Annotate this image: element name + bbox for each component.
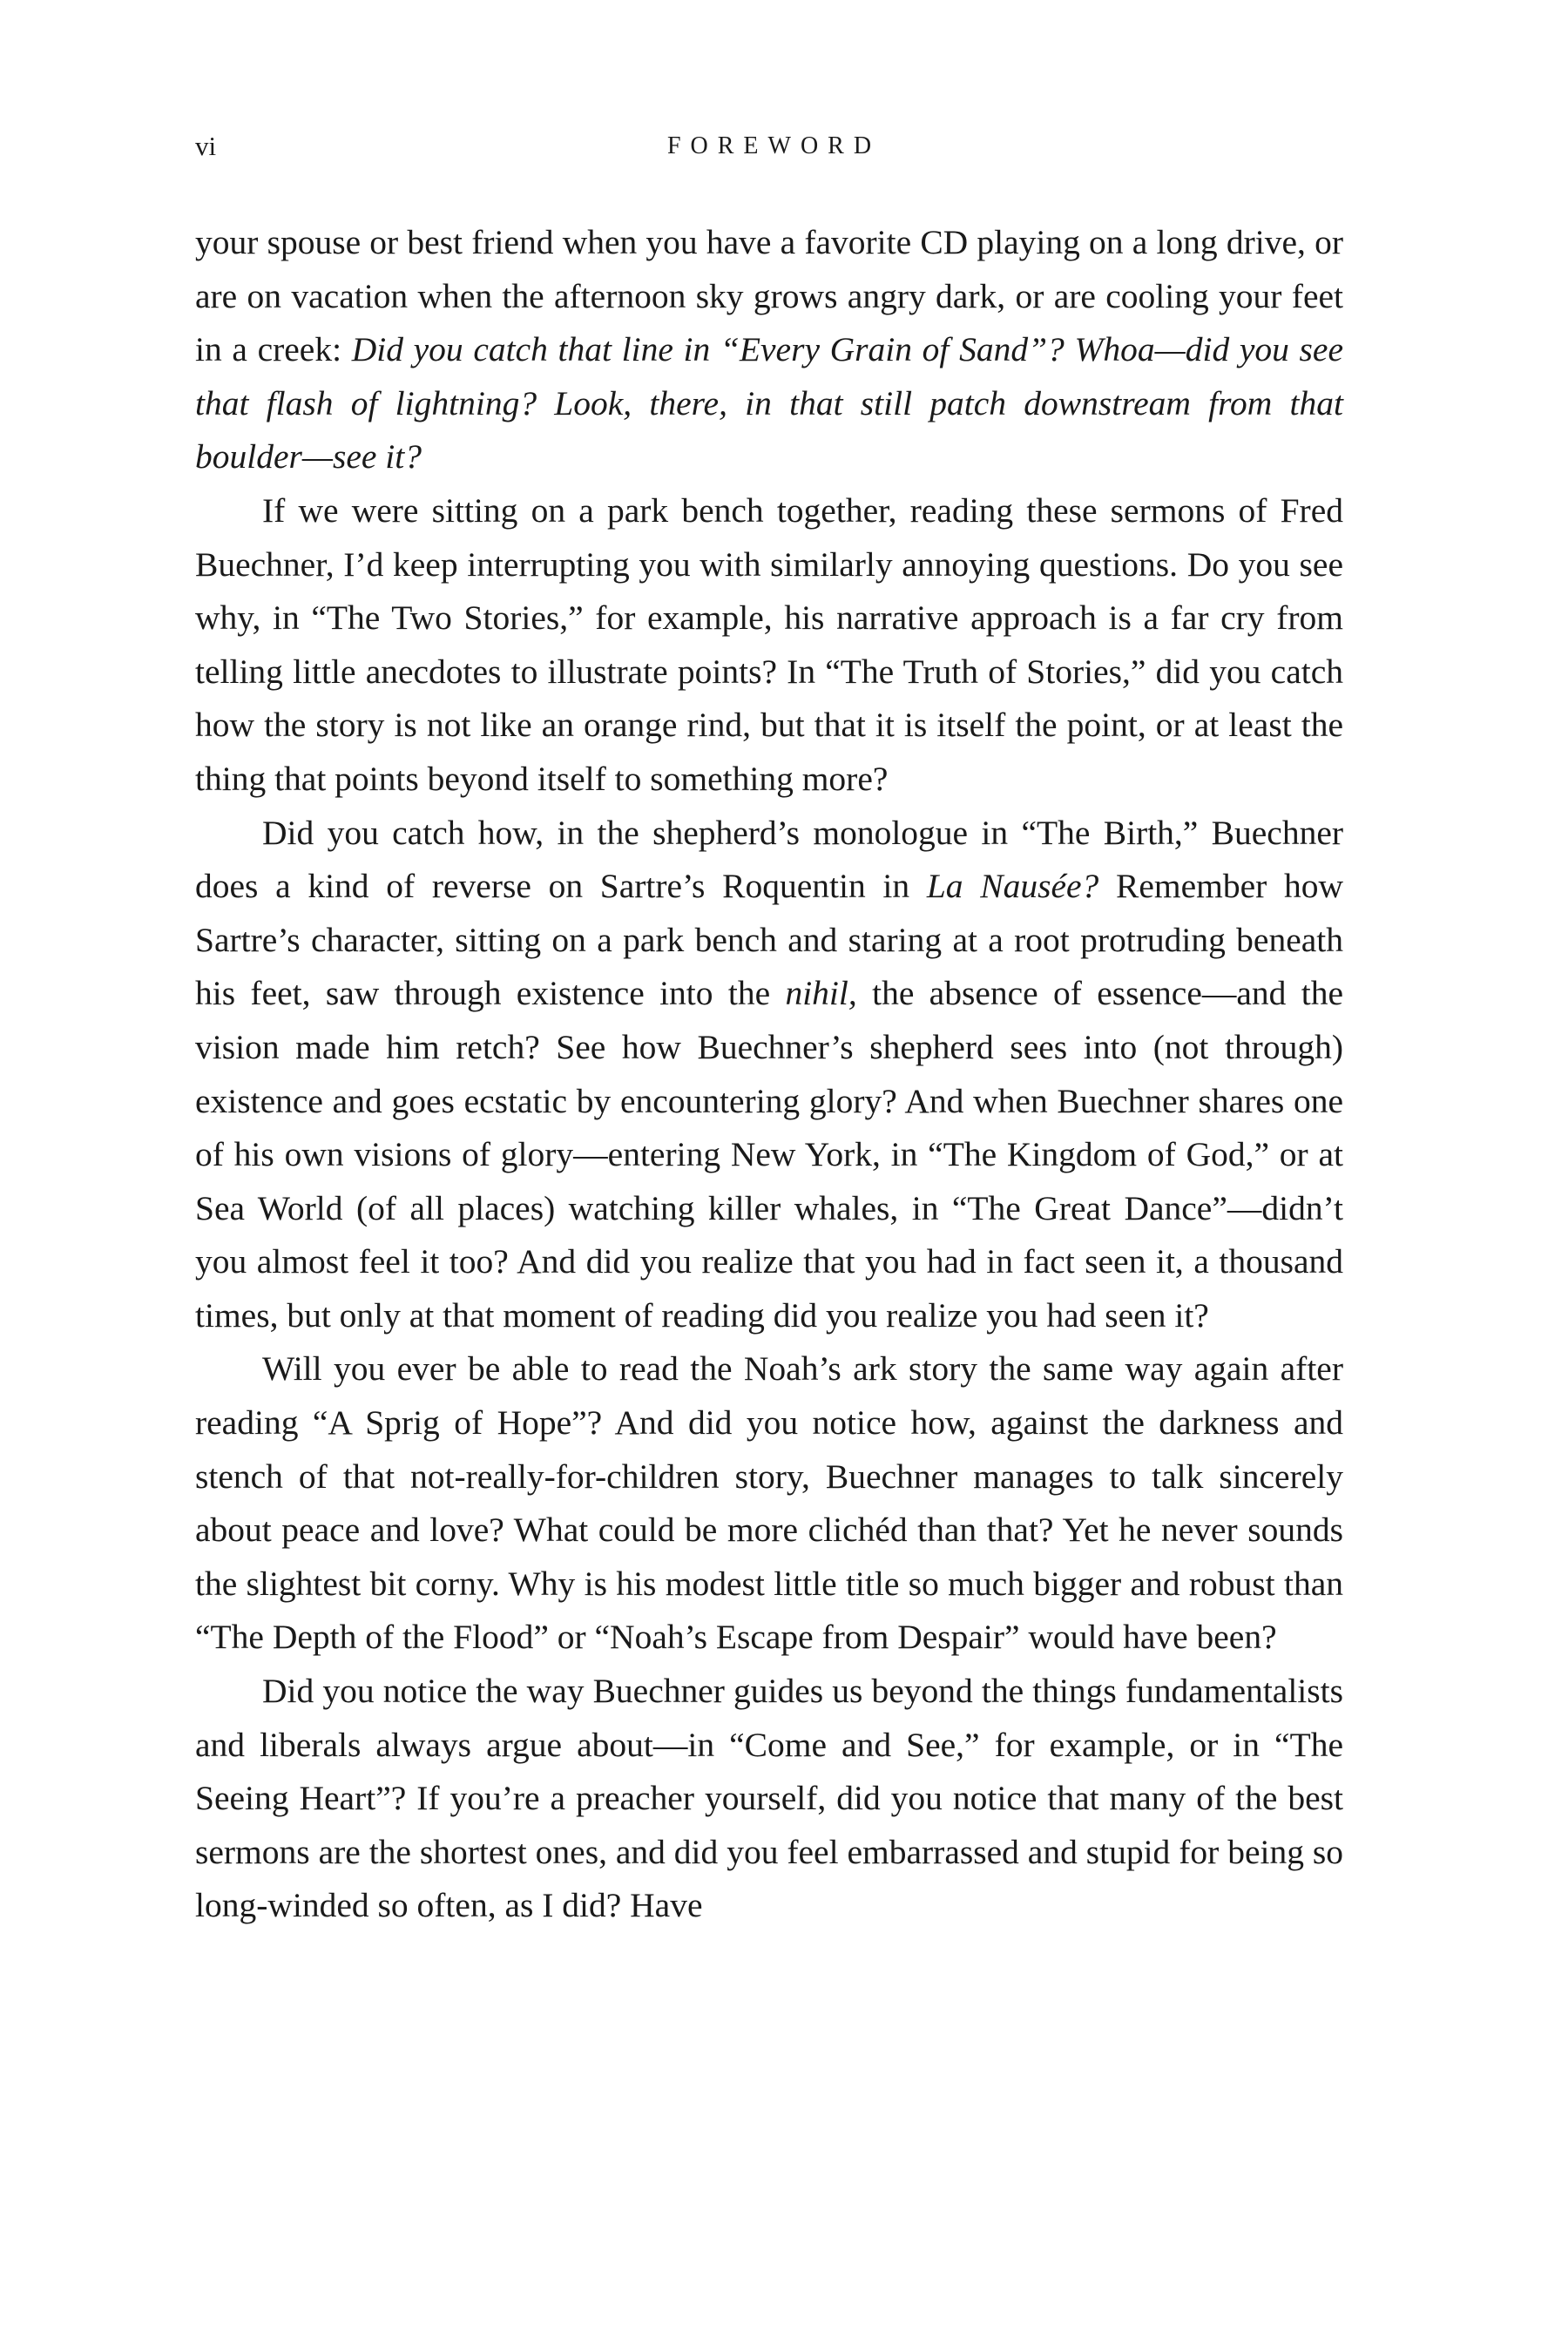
text-segment: Did you catch how, in the shepherd’s monologue in “The Birth,” Buechner does a kind of reverse on Sartre’s Roquentin in (195, 813, 1343, 906)
page-number: vi (195, 131, 217, 161)
italic-text-segment: La Nausée? (926, 867, 1099, 906)
running-head: FOREWORD (666, 132, 882, 159)
italic-text-segment: nihil, (785, 974, 857, 1013)
paragraph-3 (195, 807, 1343, 1343)
italic-text-segment: Did you catch that line in “Every Grain of Sand”? Whoa—did you see that flash of lightning? Look, there, in that still patch downstream from that boulder—see it? (195, 330, 1343, 476)
body-text (195, 216, 1343, 1933)
text-segment: Remember how Sartre’s character, sitting on a park bench and staring at a root protruding beneath his feet, saw through existence into the (195, 867, 1343, 1013)
paragraph-1 (195, 216, 1343, 484)
text-segment: Did you notice the way Buechner guides us beyond the things fundamentalists and liberals always argue about—in “Come and See,” for example, or in “The Seeing Heart”? If you’re a preacher yourself, did you notice that many of the best sermons are the shortest ones, and did you feel embarrassed and stupid for being so long-winded so often, as I did? Have (195, 1672, 1343, 1925)
paragraph-5 (195, 1665, 1343, 1933)
text-segment: Will you ever be able to read the Noah’s ark story the same way again after reading “A Sprig of Hope”? And did you notice how, against the darkness and stench of that not-really-for-children story, Buechner manages to talk sincerely about peace and love? What could be more clichéd than that? Yet he never sounds the slightest bit corny. Why is his modest little title so much bigger and robust than “The Depth of the Flood” or “Noah’s Escape from Despair” would have been? (195, 1349, 1343, 1657)
page-header (195, 129, 1343, 172)
text-segment: If we were sitting on a park bench together, reading these sermons of Fred Buechner, I’d keep interrupting you with similarly annoying questions. Do you see why, in “The Two Stories,” for example, his narrative approach is a far cry from telling little anecdotes to illustrate points? In “The Truth of Stories,” did you catch how the story is not like an orange rind, but that it is itself the point, or at least the thing that points beyond itself to something more? (195, 490, 1343, 798)
paragraph-4 (195, 1342, 1343, 1665)
paragraph-2 (195, 484, 1343, 807)
text-segment: the absence of essence—and the vision made him retch? See how Buechner’s shepherd sees into (not through) existence and goes ecstatic by encountering glory? And when Buechner shares one of his own visions of glory—entering New York, in “The Kingdom of God,” or at Sea World (of all places) watching killer whales, in “The Great Dance”—didn’t you almost feel it too? And did you realize that you had in fact seen it, a thousand times, but only at that moment of reading did you realize you had seen it? (195, 974, 1343, 1335)
text-segment: your spouse or best friend when you have a favorite CD playing on a long drive, or are on vacation when the afternoon sky grows angry dark, or are cooling your feet in a creek: (195, 223, 1343, 369)
